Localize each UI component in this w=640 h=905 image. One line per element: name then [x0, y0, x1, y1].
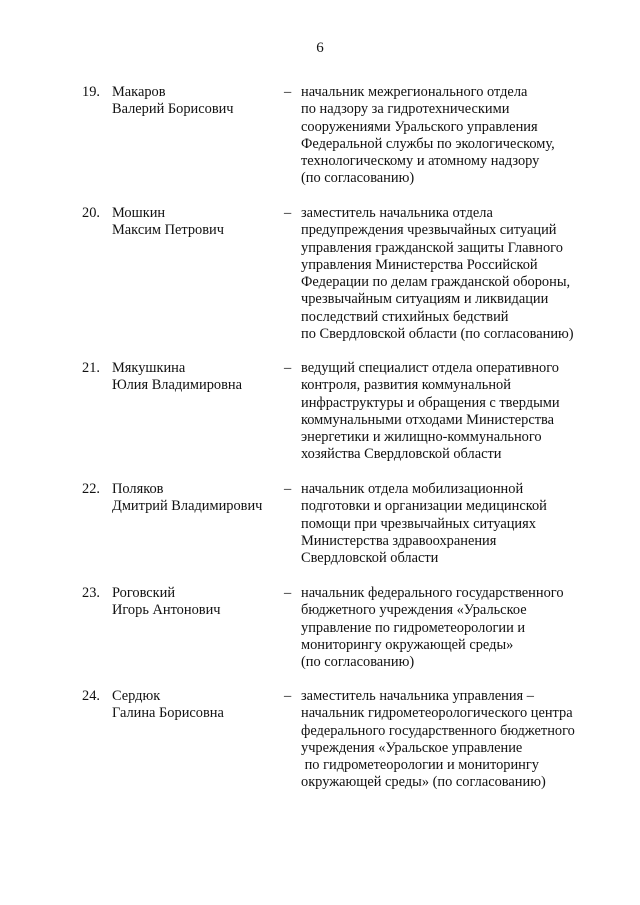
position-line: (по согласованию) — [301, 654, 415, 671]
entry-number: 20. — [82, 205, 100, 221]
dash-separator: – — [284, 84, 292, 100]
member-surname: Роговский — [112, 585, 176, 601]
dash-separator: – — [284, 205, 292, 221]
member-surname: Мякушкина — [112, 360, 186, 376]
position-line: Свердловской области — [301, 550, 439, 567]
position-line: технологическому и атомному надзору — [301, 153, 540, 170]
position-line: учреждения «Уральское управление — [301, 739, 523, 756]
entry-number: 24. — [82, 688, 100, 704]
position-line: (по согласованию) — [301, 170, 415, 187]
member-position — [301, 585, 601, 671]
position-line: Федерации по делам гражданской обороны, — [301, 274, 571, 291]
member-given-names: Игорь Антонович — [112, 602, 221, 619]
dash-separator: – — [284, 585, 292, 601]
entry-number: 23. — [82, 585, 100, 601]
position-line: начальник гидрометеорологического центра — [301, 705, 573, 722]
position-line: чрезвычайным ситуациям и ликвидации — [301, 291, 549, 308]
position-line: мониторингу окружающей среды» — [301, 636, 514, 653]
position-line: по гидрометеорологии и мониторингу — [301, 757, 539, 774]
member-name — [112, 585, 282, 620]
position-line: управления Министерства Российской — [301, 256, 538, 273]
member-name — [112, 360, 282, 395]
position-line: подготовки и организации медицинской — [301, 498, 547, 515]
member-surname: Поляков — [112, 481, 164, 497]
position-line: последствий стихийных бедствий — [301, 308, 509, 325]
position-line: предупреждения чрезвычайных ситуаций — [301, 222, 557, 239]
position-line: заместитель начальника отдела — [301, 205, 493, 221]
position-line: заместитель начальника управления – — [301, 688, 534, 704]
entry-number: 22. — [82, 481, 100, 497]
dash-separator: – — [284, 481, 292, 497]
position-line: окружающей среды» (по согласованию) — [301, 774, 546, 791]
member-surname: Сердюк — [112, 688, 161, 704]
member-position — [301, 84, 601, 188]
position-line: по Свердловской области (по согласованию) — [301, 326, 574, 343]
position-line: управление по гидрометеорологии и — [301, 619, 526, 636]
member-position — [301, 360, 601, 464]
page-number: 6 — [316, 40, 324, 56]
position-line: инфраструктуры и обращения с твердыми — [301, 394, 560, 411]
position-line: помощи при чрезвычайных ситуациях — [301, 515, 536, 532]
position-line: сооружениями Уральского управления — [301, 118, 538, 135]
member-name — [112, 688, 282, 723]
position-line: хозяйства Свердловской области — [301, 446, 502, 463]
position-line: начальник межрегионального отдела — [301, 84, 528, 100]
position-line: начальник федерального государственного — [301, 585, 564, 601]
entry-number: 21. — [82, 360, 100, 376]
entry-number: 19. — [82, 84, 100, 100]
member-position — [301, 481, 601, 567]
position-line: Министерства здравоохранения — [301, 532, 497, 549]
member-given-names: Валерий Борисович — [112, 101, 234, 118]
dash-separator: – — [284, 360, 292, 376]
member-name — [112, 481, 282, 516]
dash-separator: – — [284, 688, 292, 704]
member-given-names: Юлия Владимировна — [112, 377, 242, 394]
position-line: начальник отдела мобилизационной — [301, 481, 524, 497]
position-line: ведущий специалист отдела оперативного — [301, 360, 559, 376]
member-name — [112, 205, 282, 240]
position-line: бюджетного учреждения «Уральское — [301, 602, 527, 619]
position-line: Федеральной службы по экологическому, — [301, 135, 555, 152]
member-surname: Макаров — [112, 84, 166, 100]
member-given-names: Максим Петрович — [112, 222, 224, 239]
position-line: федерального государственного бюджетного — [301, 722, 575, 739]
position-line: коммунальными отходами Министерства — [301, 411, 554, 428]
member-name — [112, 84, 282, 119]
member-given-names: Дмитрий Владимирович — [112, 498, 263, 515]
position-line: по надзору за гидротехническими — [301, 101, 510, 118]
member-given-names: Галина Борисовна — [112, 705, 224, 722]
position-line: контроля, развития коммунальной — [301, 377, 511, 394]
member-surname: Мошкин — [112, 205, 166, 221]
member-position — [301, 688, 601, 792]
position-line: управления гражданской защиты Главного — [301, 239, 563, 256]
position-line: энергетики и жилищно-коммунального — [301, 429, 542, 446]
member-position — [301, 205, 601, 343]
